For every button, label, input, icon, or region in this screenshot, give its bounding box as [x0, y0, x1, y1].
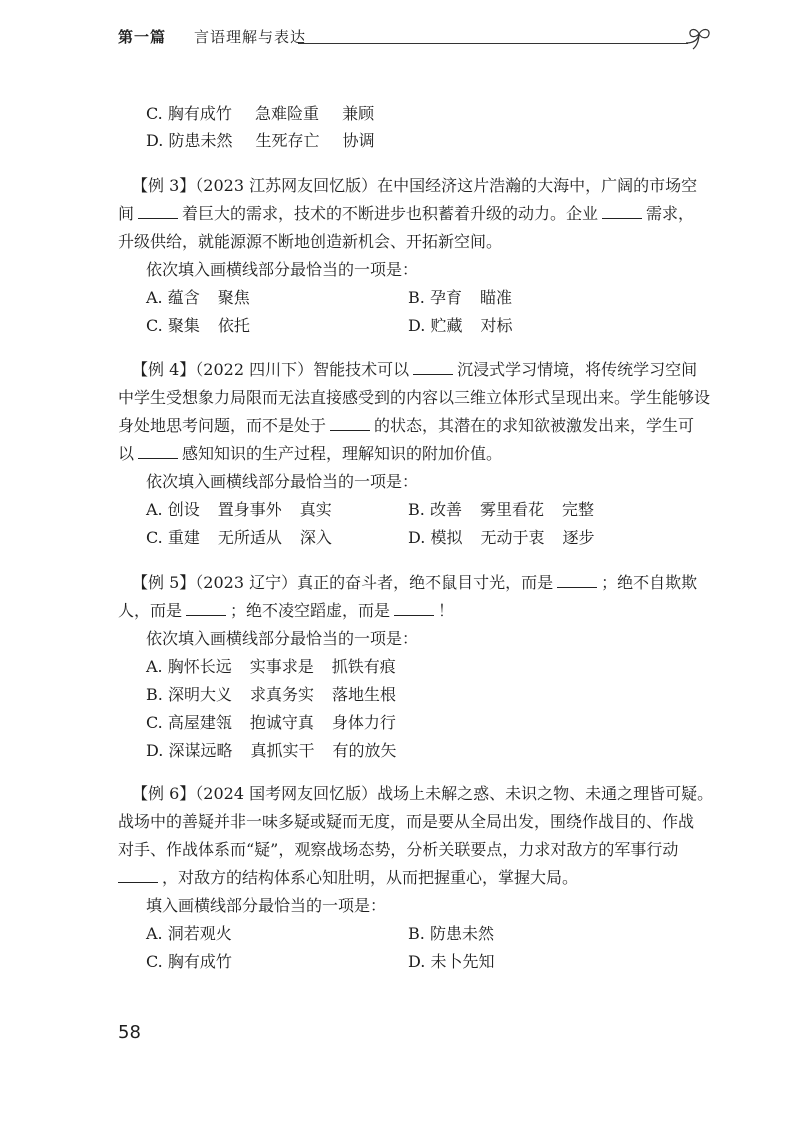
- example-3-line-2: [118, 204, 694, 224]
- option-label: C.: [146, 528, 163, 547]
- option-word: 创设: [167, 500, 200, 519]
- option-word: 深明大义: [167, 685, 232, 704]
- option-word: 胸有成竹: [167, 104, 232, 123]
- example-5-option-b: [146, 685, 396, 705]
- page-number: 58: [118, 1022, 141, 1043]
- passage-text: 对手、作战体系而“疑”，观察战场态势，分析关联要点，力求对敌方的军事行动: [118, 840, 679, 859]
- option-word: 聚集: [167, 316, 200, 335]
- option-word: 未卜先知: [430, 952, 495, 971]
- example-6-line-1: [132, 784, 713, 804]
- answer-blank: [330, 416, 370, 431]
- passage-text: 身处地思考问题，而不是处于: [118, 416, 327, 435]
- option-label: C.: [146, 713, 163, 732]
- option-word: 实事求是: [249, 657, 314, 676]
- option-label: D.: [408, 952, 426, 971]
- example-3-option-d: [408, 316, 512, 336]
- header-rule: [298, 43, 688, 44]
- example-4-line-3: [118, 416, 694, 436]
- example-6-question: 填入画横线部分最恰当的一项是：: [146, 896, 387, 915]
- passage-text: 智能技术可以: [313, 360, 410, 379]
- option-label: D.: [146, 131, 164, 150]
- option-word: 真实: [299, 500, 332, 519]
- chapter-title: 言语理解与表达: [194, 28, 307, 46]
- passage-text: 以: [118, 444, 135, 463]
- option-word: 抱诚守真: [249, 713, 314, 732]
- option-label: B.: [408, 288, 425, 307]
- example-source: （2022 四川下）: [195, 360, 314, 379]
- option-prev-d: [146, 131, 375, 151]
- example-4-question: 依次填入画横线部分最恰当的一项是：: [146, 472, 419, 491]
- option-word: 深谋远略: [168, 741, 233, 760]
- option-word: 逐步: [562, 528, 595, 547]
- option-word: 抓铁有痕: [331, 657, 396, 676]
- option-word: 协调: [342, 131, 375, 150]
- option-label: A.: [146, 657, 163, 676]
- passage-text: 战场上未解之惑、未识之物、未通之理皆可疑。: [377, 784, 714, 803]
- option-word: 完整: [561, 500, 594, 519]
- example-tag: 【例 3】: [132, 176, 196, 195]
- option-word: 聚焦: [217, 288, 250, 307]
- passage-text: 人，而是: [118, 601, 183, 620]
- example-5-line-1: [132, 573, 697, 593]
- option-word: 贮藏: [430, 316, 463, 335]
- passage-text: 中学生受想象力局限而无法直接感受到的内容以三维立体形式呈现出来。学生能够设: [118, 388, 711, 407]
- running-header: [118, 20, 718, 56]
- passage-text: ，对敌方的结构体系心知肚明，从而把握重心，掌握大局。: [162, 868, 579, 887]
- option-label: C.: [146, 316, 163, 335]
- sprout-ornament-icon: [684, 22, 714, 52]
- option-word: 无所适从: [217, 528, 282, 547]
- answer-blank: [413, 360, 453, 375]
- answer-blank: [557, 573, 597, 588]
- option-label: D.: [408, 316, 426, 335]
- example-6-option-c: [146, 952, 232, 972]
- option-word: 真抓实干: [250, 741, 315, 760]
- passage-text: 沉浸式学习情境，将传统学习空间: [457, 360, 698, 379]
- option-word: 防患未然: [168, 131, 233, 150]
- example-5-option-d: [146, 741, 396, 761]
- passage-text: 着巨大的需求，技术的不断进步也积蓄着升级的动力。企业: [182, 204, 599, 223]
- option-word: 洞若观火: [167, 924, 232, 943]
- answer-blank: [394, 601, 434, 616]
- example-4-line-2: [118, 388, 710, 408]
- passage-text: 真正的奋斗者，绝不鼠目寸光，而是: [297, 573, 554, 592]
- passage-text: ；绝不凌空蹈虚，而是: [230, 601, 391, 620]
- option-word: 有的放矢: [332, 741, 397, 760]
- example-5-option-a: [146, 657, 396, 677]
- option-label: C.: [146, 104, 163, 123]
- option-label: A.: [146, 288, 163, 307]
- example-4-option-a: [146, 500, 332, 520]
- example-3-option-b: [408, 288, 512, 308]
- chapter-label: 第一篇: [118, 28, 167, 46]
- example-4-line-1: [132, 360, 697, 380]
- example-3-question: 依次填入画横线部分最恰当的一项是：: [146, 260, 419, 279]
- option-word: 深入: [299, 528, 332, 547]
- example-3-line-1: [132, 176, 697, 196]
- passage-text: 在中国经济这片浩瀚的大海中，广阔的市场空: [377, 176, 698, 195]
- example-6-line-4: [118, 868, 578, 888]
- example-3-option-c: [146, 316, 250, 336]
- option-word: 身体力行: [331, 713, 396, 732]
- passage-text: ；绝不自欺欺: [601, 573, 698, 592]
- example-5-option-c: [146, 713, 396, 733]
- option-word: 瞄准: [479, 288, 512, 307]
- example-5-question: 依次填入画横线部分最恰当的一项是：: [146, 629, 419, 648]
- passage-text: 战场中的善疑并非一味多疑或疑而无度，而是要从全局出发，围绕作战目的、作战: [118, 812, 695, 831]
- option-word: 防患未然: [429, 924, 494, 943]
- option-prev-c: [146, 104, 374, 124]
- option-label: A.: [146, 500, 163, 519]
- option-word: 孕育: [429, 288, 462, 307]
- option-label: B.: [408, 924, 425, 943]
- example-3-line-3: [118, 232, 502, 252]
- example-tag: 【例 5】: [132, 573, 196, 592]
- option-word: 重建: [167, 528, 200, 547]
- example-5-line-2: [118, 601, 454, 621]
- option-word: 胸有成竹: [167, 952, 232, 971]
- example-4-line-4: [118, 444, 502, 464]
- example-6-line-2: [118, 812, 694, 832]
- answer-blank: [138, 444, 178, 459]
- option-label: A.: [146, 924, 163, 943]
- passage-text: 的状态，其潜在的求知欲被激发出来，学生可: [374, 416, 695, 435]
- option-word: 改善: [429, 500, 462, 519]
- option-word: 对标: [480, 316, 513, 335]
- option-word: 生死存亡: [255, 131, 320, 150]
- option-word: 兼顾: [342, 104, 375, 123]
- passage-text: 需求，: [646, 204, 695, 223]
- example-6-line-3: [118, 840, 678, 860]
- option-label: B.: [408, 500, 425, 519]
- example-source: （2023 辽宁）: [195, 573, 298, 592]
- option-label: B.: [146, 685, 163, 704]
- option-word: 无动于衷: [480, 528, 545, 547]
- answer-blank: [138, 204, 178, 219]
- example-source: （2024 国考网友回忆版）: [195, 784, 378, 803]
- passage-text: 升级供给，就能源源不断地创造新机会、开拓新空间。: [118, 232, 503, 251]
- example-6-option-a: [146, 924, 232, 944]
- option-label: C.: [146, 952, 163, 971]
- example-6-option-b: [408, 924, 494, 944]
- option-word: 高屋建瓴: [167, 713, 232, 732]
- passage-text: 间: [118, 204, 135, 223]
- answer-blank: [602, 204, 642, 219]
- example-6-option-d: [408, 952, 494, 972]
- option-word: 求真务实: [249, 685, 314, 704]
- answer-blank: [118, 868, 158, 883]
- option-word: 依托: [217, 316, 250, 335]
- example-4-option-d: [408, 528, 594, 548]
- option-word: 蕴含: [167, 288, 200, 307]
- example-tag: 【例 4】: [132, 360, 196, 379]
- option-word: 胸怀长远: [167, 657, 232, 676]
- answer-blank: [186, 601, 226, 616]
- option-label: D.: [146, 741, 164, 760]
- option-label: D.: [408, 528, 426, 547]
- option-word: 落地生根: [331, 685, 396, 704]
- option-word: 置身事外: [217, 500, 282, 519]
- option-word: 雾里看花: [479, 500, 544, 519]
- option-word: 模拟: [430, 528, 463, 547]
- example-tag: 【例 6】: [132, 784, 196, 803]
- example-4-option-b: [408, 500, 594, 520]
- passage-text: ！: [438, 601, 455, 620]
- example-source: （2023 江苏网友回忆版）: [195, 176, 378, 195]
- example-4-option-c: [146, 528, 332, 548]
- passage-text: 感知知识的生产过程，理解知识的附加价值。: [182, 444, 503, 463]
- option-word: 急难险重: [254, 104, 319, 123]
- example-3-option-a: [146, 288, 250, 308]
